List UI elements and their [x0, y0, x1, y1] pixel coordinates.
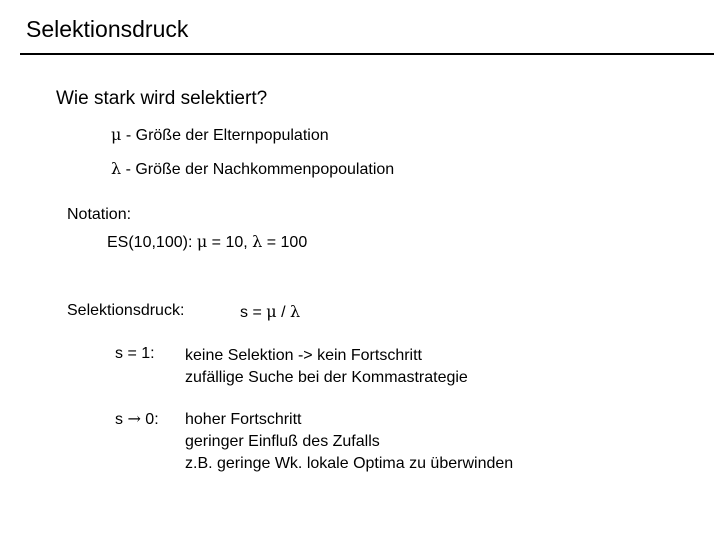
- case-line: zufällige Suche bei der Kommastrategie: [185, 369, 468, 386]
- mu-symbol: μ: [111, 125, 122, 144]
- formula-prefix: s =: [240, 304, 267, 321]
- lambda-symbol: λ: [289, 302, 301, 321]
- case-line: hoher Fortschritt: [185, 411, 302, 428]
- mu-value: = 10,: [207, 234, 253, 251]
- lambda-symbol: λ: [252, 232, 263, 251]
- question-heading: Wie stark wird selektiert?: [56, 88, 268, 109]
- lambda-value: = 100: [262, 234, 308, 251]
- selection-pressure-label: Selektionsdruck:: [67, 302, 185, 319]
- title-underline: [20, 53, 714, 55]
- selection-pressure-formula: [240, 302, 300, 322]
- slide-title: Selektionsdruck: [26, 16, 189, 42]
- case-line: keine Selektion -> kein Fortschritt: [185, 347, 422, 364]
- notation-prefix: ES(10,100):: [107, 234, 197, 251]
- arrow-right-icon: →: [127, 409, 141, 428]
- bullet-text: - Größe der Elternpopulation: [121, 127, 329, 144]
- bullet-parent-population: [111, 125, 329, 145]
- case-condition-s-to-0: [115, 409, 159, 429]
- notation-example: [107, 232, 307, 252]
- case-line: geringer Einfluß des Zufalls: [185, 433, 380, 450]
- mu-symbol: μ: [196, 232, 208, 251]
- case-description-s-equals-1: [185, 345, 468, 389]
- case-description-s-to-0: [185, 409, 513, 475]
- mu-symbol: μ: [266, 302, 277, 321]
- condition-suffix: 0:: [140, 411, 159, 428]
- case-condition-s-equals-1: s = 1:: [115, 345, 155, 362]
- case-line: z.B. geringe Wk. lokale Optima zu überwinden: [185, 455, 514, 472]
- formula-slash: /: [276, 304, 290, 321]
- notation-label: Notation:: [67, 206, 132, 223]
- lambda-symbol: λ: [111, 159, 122, 178]
- condition-prefix: s: [115, 411, 128, 428]
- bullet-text: - Größe der Nachkommenpopoulation: [121, 161, 395, 178]
- bullet-offspring-population: [111, 159, 394, 179]
